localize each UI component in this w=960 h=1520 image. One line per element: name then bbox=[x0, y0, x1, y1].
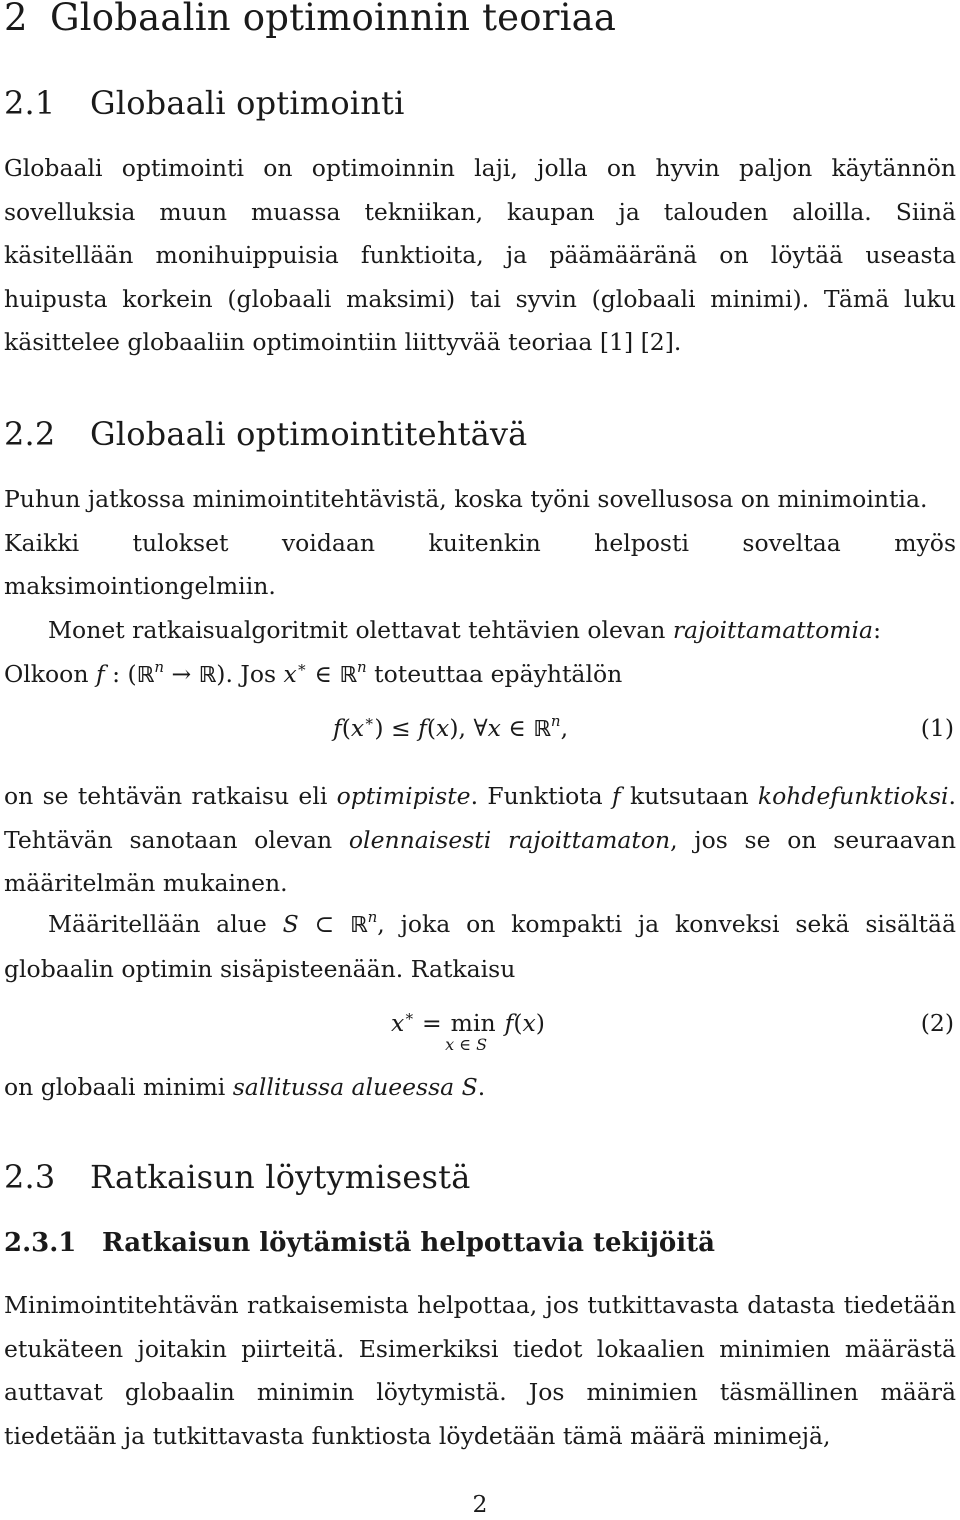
equation-1-body: f(x∗) ≤ f(x), ∀x ∈ ℝ$^n$, bbox=[333, 712, 569, 742]
section-title: Globaali optimointi bbox=[90, 84, 405, 122]
text-span: toteuttaa epäyhtälön bbox=[366, 659, 623, 688]
sentence-minimization: Puhun jatkossa minimointitehtävistä, koska työni sovellusosa on minimointia. bbox=[4, 485, 928, 513]
equation-2-number: (2) bbox=[920, 1009, 954, 1037]
section-heading-2-3 bbox=[4, 1158, 956, 1196]
text-span: . Tehtävän sanotaan olevan bbox=[4, 782, 956, 854]
paragraph-domain bbox=[4, 903, 956, 991]
paragraph-intro: Globaali optimointi on optimoinnin laji, jolla on hyvin paljon käytännön sovelluksia muun muassa tekniikan, kaupan ja talouden aloilla. Siinä käsitellään monihuippuisia funktioita, ja päämääränä on löytää useasta huipusta korkein (globaali maksimi) tai syvin (globaali minimi). Tämä luku käsittelee globaaliin optimointiin liittyvää teoriaa [1] [2]. bbox=[4, 154, 956, 356]
text-span: Määritellään alue bbox=[48, 910, 283, 938]
min-operator bbox=[445, 1009, 497, 1054]
section-heading-2-2 bbox=[4, 415, 956, 453]
min-label: min bbox=[450, 1009, 496, 1037]
section-title: Globaali optimointitehtävä bbox=[90, 415, 528, 453]
text-span: . bbox=[477, 1073, 486, 1101]
paragraph-helpful-factors: Minimointitehtävän ratkaisemista helpottaa, jos tutkittavasta datasta tiedetään etukäteen joitakin piirteitä. Esimerkiksi tiedot lokaalien minimien määrästä auttavat globaalin minimin löytymistä. Jos minimien täsmällinen määrä tiedetään ja tutkittavasta funktiosta löydetään tämä määrä minimejä, bbox=[4, 1291, 956, 1450]
text-span: on se tehtävän ratkaisu eli bbox=[4, 782, 337, 810]
equation-1 bbox=[0, 714, 960, 758]
emphasis-unconstrained: rajoittamattomia bbox=[672, 616, 874, 644]
sentence-results: Kaikki tulokset voidaan kuitenkin helposti soveltaa myös maksimointiongelmiin. bbox=[4, 528, 956, 600]
min-subscript: x ∈ S bbox=[445, 1035, 488, 1054]
text-span: Jos bbox=[240, 659, 284, 688]
section-number: 2.3 bbox=[4, 1158, 56, 1196]
text-span: , jos se on seuraavan määritelmän mukainen. bbox=[4, 825, 957, 897]
subsection-title: Ratkaisun löytämistä helpottavia tekijöitä bbox=[102, 1228, 715, 1258]
section-title: Ratkaisun löytymisestä bbox=[90, 1158, 471, 1196]
text-span: kutsutaan bbox=[620, 782, 758, 810]
equation-2 bbox=[0, 1009, 960, 1053]
text-span: on globaali minimi bbox=[4, 1073, 233, 1101]
page-number: 2 bbox=[472, 1490, 488, 1518]
subsection-heading-2-3-1 bbox=[4, 1226, 956, 1260]
math-x-star-in-rn: x∗ ∈ ℝ$^n$ bbox=[283, 657, 367, 688]
chapter-title: Globaalin optimoinnin teoriaa bbox=[50, 0, 617, 39]
equation-1-number: (1) bbox=[920, 714, 954, 742]
emphasis-optimum-point: optimipiste bbox=[336, 782, 471, 810]
chapter-number: 2 bbox=[4, 0, 28, 39]
subsection-number: 2.3.1 bbox=[4, 1228, 77, 1258]
math-f: f bbox=[612, 782, 621, 810]
math-function-def: f : (ℝ$^n$ → ℝ). bbox=[95, 657, 233, 688]
text-span: Monet ratkaisualgoritmit olettavat tehtävien olevan bbox=[48, 616, 673, 644]
text-span: : bbox=[873, 616, 881, 644]
section-number: 2.1 bbox=[4, 84, 56, 122]
paragraph-optimum bbox=[4, 775, 956, 906]
chapter-heading bbox=[4, 0, 956, 38]
section-heading-2-1 bbox=[4, 84, 956, 122]
text-span: Olkoon bbox=[4, 659, 96, 688]
paragraph-unconstrained bbox=[4, 609, 956, 697]
paragraph-global-minimum bbox=[4, 1066, 956, 1110]
text-span: . Funktiota bbox=[470, 782, 612, 810]
emphasis-feasible-region: sallitussa alueessa bbox=[232, 1073, 455, 1101]
math-s-subset-rn: S ⊂ ℝ$^n$ bbox=[282, 908, 378, 938]
text-span: , joka on kompakti ja konveksi sekä sisältää globaalin optimin sisäpisteenään. Ratkaisu bbox=[4, 910, 956, 983]
paragraph-minimization bbox=[4, 478, 956, 609]
emphasis-essentially-unconstrained: olennaisesti rajoittamaton bbox=[348, 825, 671, 854]
emphasis-objective-function: kohdefunktioksi bbox=[757, 782, 949, 810]
section-number: 2.2 bbox=[4, 415, 56, 453]
math-s: S bbox=[461, 1073, 478, 1101]
equation-2-body: x∗ = min x ∈ S f(x) bbox=[391, 1007, 545, 1054]
